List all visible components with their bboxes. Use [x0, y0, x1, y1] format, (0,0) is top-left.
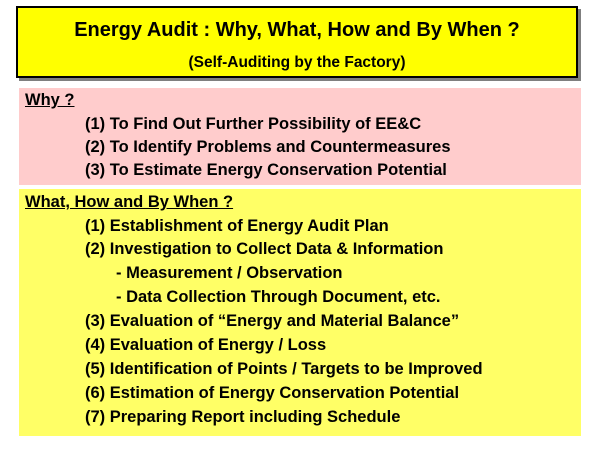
what-item-6: (6) Estimation of Energy Conservation Potential — [85, 384, 460, 402]
what-item-3: (3) Evaluation of “Energy and Material Balance” — [85, 312, 460, 330]
why-heading: Why ? — [25, 91, 75, 109]
what-item-2: (2) Investigation to Collect Data & Information — [85, 240, 444, 258]
what-item-1: (1) Establishment of Energy Audit Plan — [85, 217, 389, 235]
what-subitem-1: - Measurement / Observation — [116, 264, 343, 282]
what-item-4: (4) Evaluation of Energy / Loss — [85, 336, 327, 354]
why-section — [19, 88, 581, 185]
title-box — [16, 6, 578, 78]
why-item-1: (1) To Find Out Further Possibility of EE&C — [85, 115, 422, 133]
what-subitem-2: - Data Collection Through Document, etc. — [116, 288, 441, 306]
what-section — [19, 189, 581, 436]
why-item-3: (3) To Estimate Energy Conservation Potential — [85, 161, 447, 179]
what-heading: What, How and By When ? — [25, 193, 234, 211]
page-title: Energy Audit : Why, What, How and By When ? — [74, 19, 520, 41]
why-item-2: (2) To Identify Problems and Countermeasures — [85, 138, 451, 156]
page-subtitle: (Self-Auditing by the Factory) — [188, 54, 406, 71]
what-item-7: (7) Preparing Report including Schedule — [85, 408, 401, 426]
what-item-5: (5) Identification of Points / Targets to be Improved — [85, 360, 483, 378]
